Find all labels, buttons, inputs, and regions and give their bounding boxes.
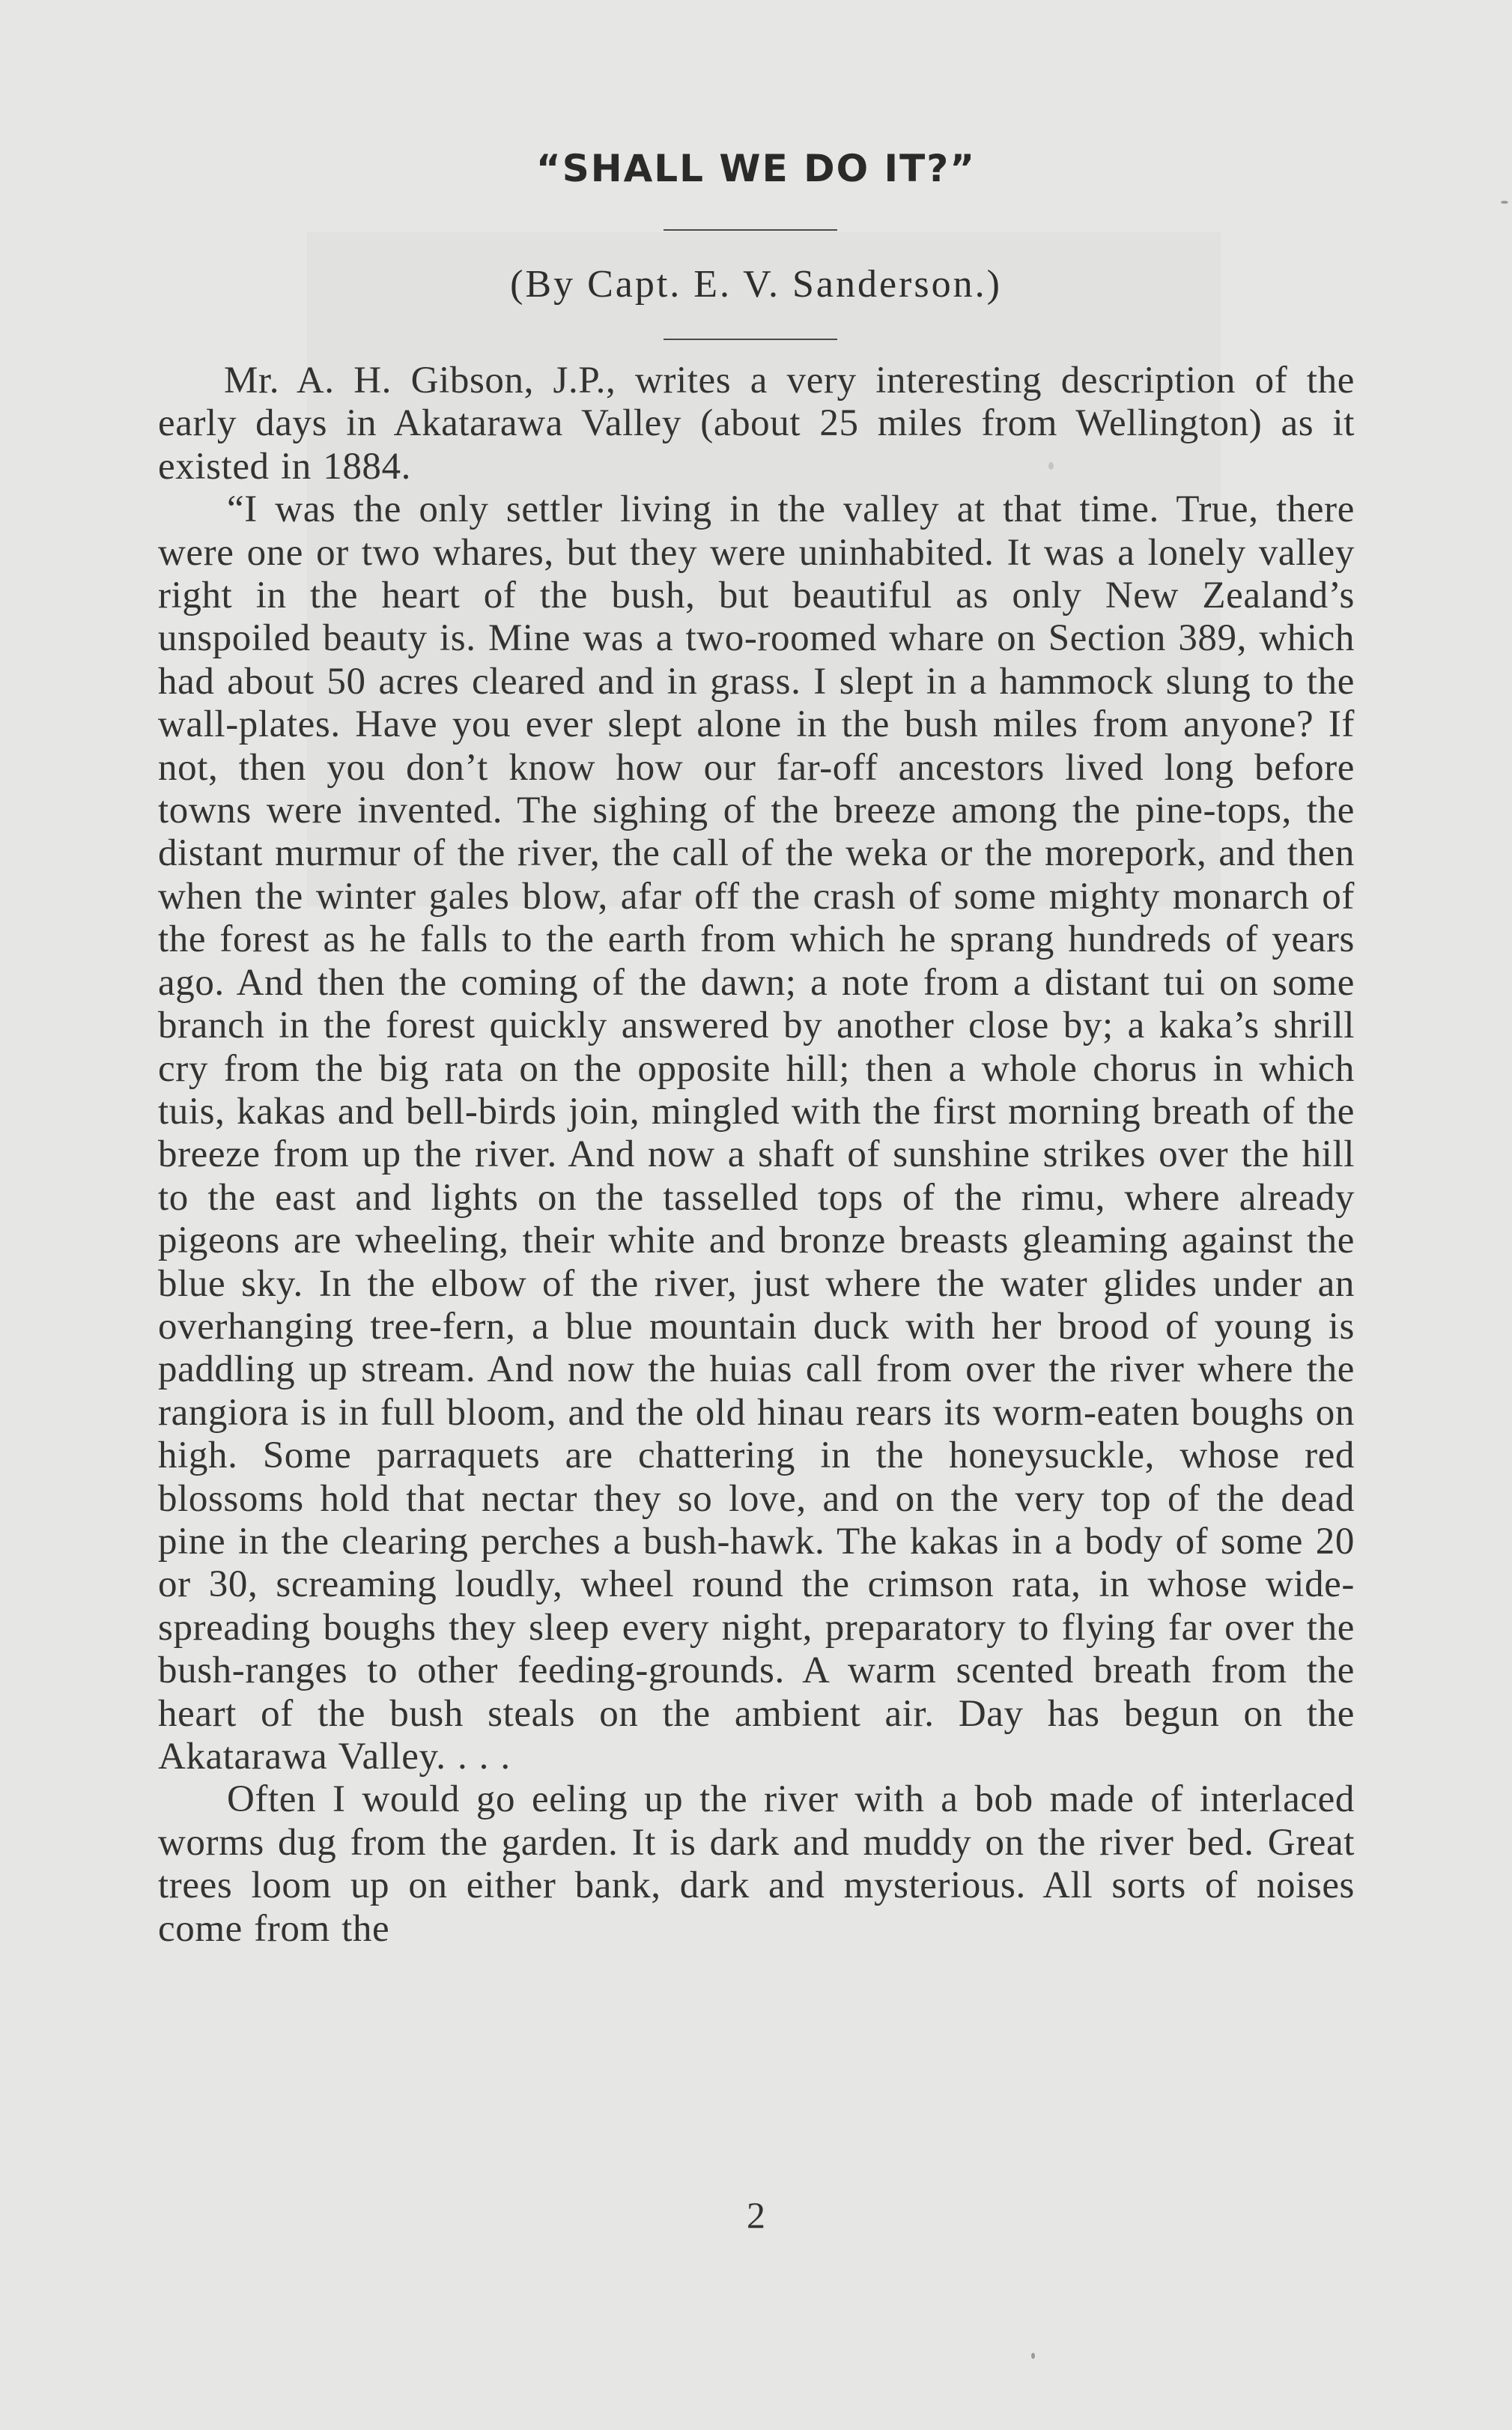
paragraph-intro: Mr. A. H. Gibson, J.P., writes a very interesting description of the early days in Akatarawa Valley (about 25 miles from Wellington) as it existed in 1884. [158, 360, 1355, 488]
byline-divider [664, 339, 837, 340]
paper-speck [1501, 201, 1508, 204]
article-title: “SHALL WE DO IT?” [535, 147, 977, 190]
paper-speck [1031, 2353, 1035, 2359]
paragraph-quote: “I was the only settler living in the valley at that time. True, there were one or two whares, but they were uninhabited. It was a lonely valley right in the heart of the bush, but beautiful as only New Zealand’s unspoiled beauty is. Mine was a two-roomed whare on Section 389, which had about 50 acres cleared and in grass. I slept in a hammock slung to the wall-plates. Have you ever slept alone in the bush miles from anyone? If not, then you don’t know how our far-off ancestors lived long before towns were invented. The sighing of the breeze among the pine-tops, the distant murmur of the river, the call of the weka or the morepork, and then when the winter gales blow, afar off the crash of some mighty monarch of the forest as he falls to the earth from which he sprang hundreds of years ago. And then the coming of the dawn; a note from a distant tui on some branch in the forest quickly answered by another close by; a kaka’s shrill cry from the big rata on the opposite hill; then a whole chorus in which tuis, kakas and bell-birds join, mingled with the first morning breath of the breeze from up the river. And now a shaft of sunshine strikes over the hill to the east and lights on the tasselled tops of the rimu, where already pigeons are wheeling, their white and bronze breasts gleaming against the blue sky. In the elbow of the river, just where the water glides under an overhanging tree-fern, a blue mountain duck with her brood of young is paddling up stream. And now the huias call from over the river where the rangiora is in full bloom, and the old hinau rears its worm-eaten boughs on high. Some parraquets are chattering in the honeysuckle, whose red blossoms hold that nectar they so love, and on the very top of the dead pine in the clearing perches a bush-hawk. The kakas in a body of some 20 or 30, screaming loudly, wheel round the crimson rata, in whose wide-spreading boughs they sleep every night, preparatory to flying far over the bush-ranges to other feeding-grounds. A warm scented breath from the heart of the bush steals on the ambient air. Day has begun on the Akatarawa Valley. . . . [158, 488, 1355, 1778]
article-body [158, 360, 1355, 1951]
title-divider [664, 229, 837, 231]
page-number: 2 [747, 2194, 765, 2236]
article-byline: (By Capt. E. V. Sanderson.) [510, 263, 1002, 306]
paragraph-eeling: Often I would go eeling up the river with a bob made of interlaced worms dug from the garden. It is dark and muddy on the river bed. Great trees loom up on either bank, dark and mysterious. All sorts of noises come from the [158, 1778, 1355, 1950]
paper-speck [1048, 462, 1054, 470]
